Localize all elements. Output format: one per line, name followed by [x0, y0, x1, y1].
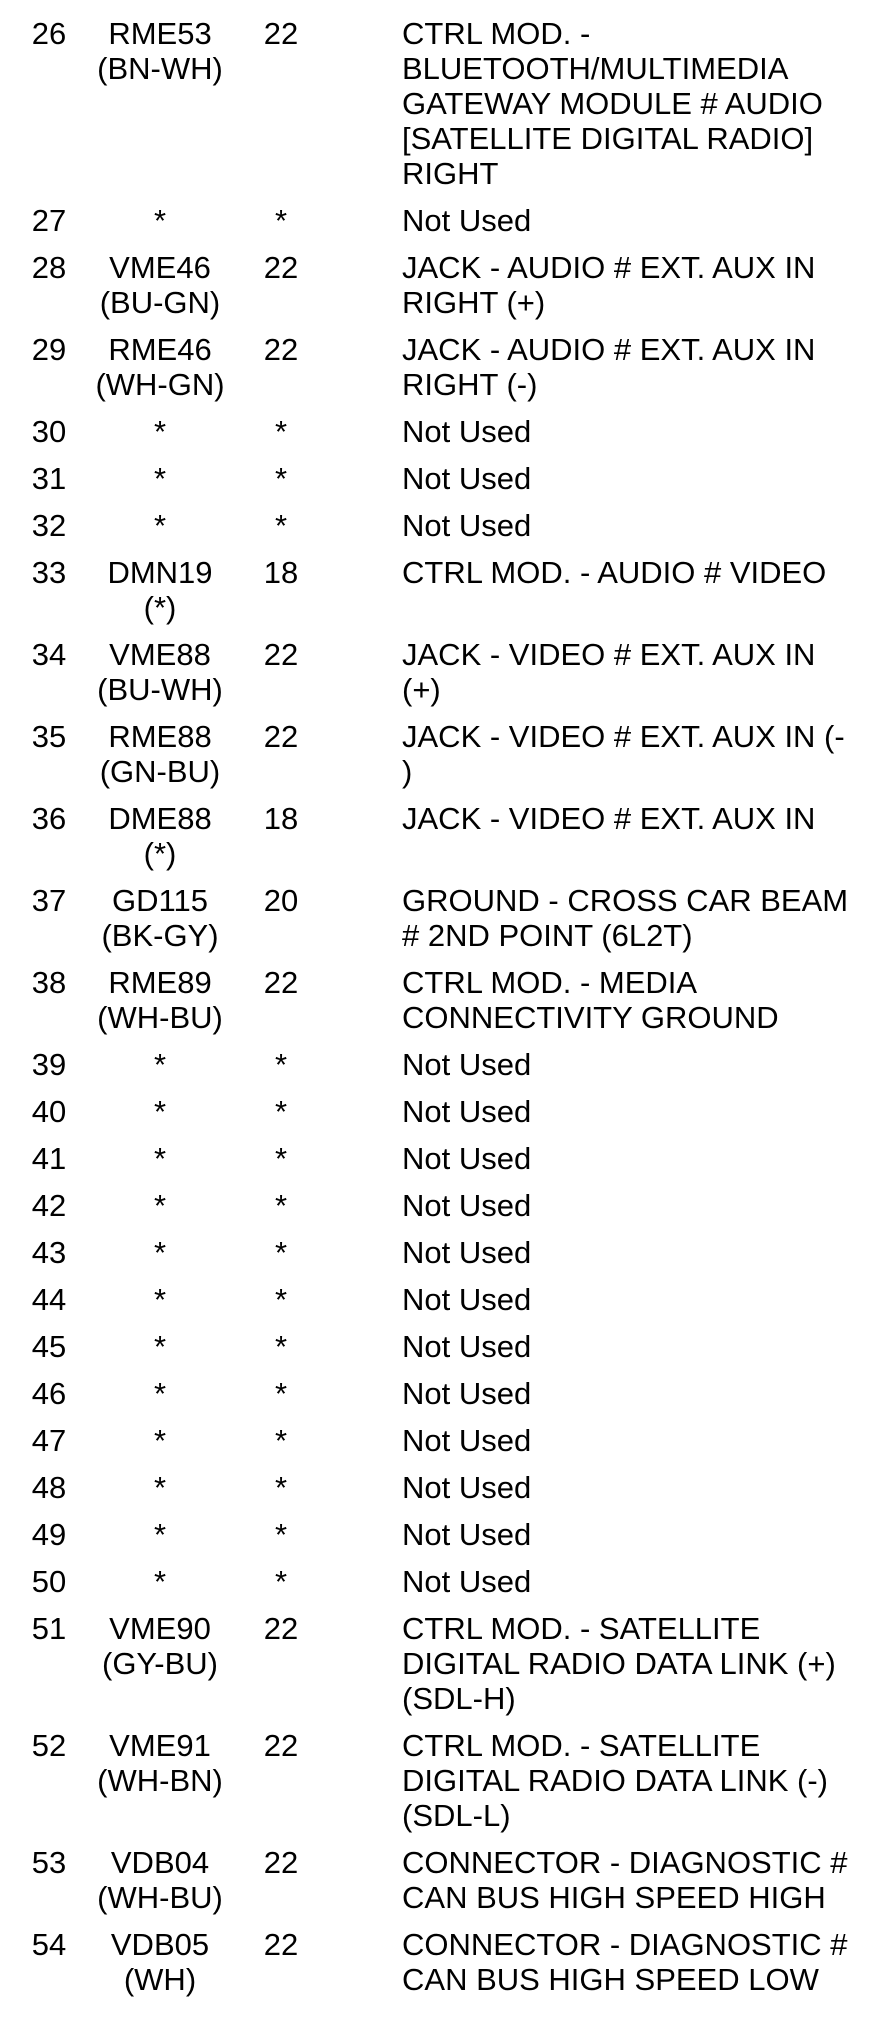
function-text-line: Not Used	[402, 1376, 532, 1411]
table-row	[0, 637, 876, 719]
circuit-cell	[74, 1094, 238, 1141]
circuit-cell	[74, 508, 238, 555]
function-text-line: BLUETOOTH/MULTIMEDIA	[402, 51, 789, 86]
pin-number-cell: 54	[31, 1927, 67, 1962]
circuit-code: *	[153, 1047, 167, 1082]
function-text-line: Not Used	[402, 461, 532, 496]
pin-number-cell: 42	[31, 1188, 67, 1223]
circuit-code: RME53	[108, 16, 212, 51]
table-row	[0, 1470, 876, 1517]
pin-number-cell: 30	[31, 414, 67, 449]
gauge-cell: 18	[263, 801, 299, 836]
circuit-cell	[74, 1845, 238, 1927]
gauge-cell: *	[274, 1235, 288, 1270]
function-text-line: Not Used	[402, 1423, 532, 1458]
function-text-line: Not Used	[402, 1047, 532, 1082]
gauge-cell: *	[274, 1564, 288, 1599]
wire-color: (BN-WH)	[97, 51, 223, 86]
table-row	[0, 1728, 876, 1845]
circuit-cell	[74, 1282, 238, 1329]
circuit-cell	[74, 1927, 238, 2009]
circuit-code: GD115	[112, 883, 208, 918]
gauge-cell: 22	[263, 1728, 299, 1763]
gauge-cell: *	[274, 1141, 288, 1176]
table-row	[0, 16, 876, 203]
function-cell	[320, 1517, 876, 1564]
function-text-line: Not Used	[402, 1329, 532, 1364]
circuit-cell	[74, 1728, 238, 1845]
table-row	[0, 250, 876, 332]
function-cell	[320, 16, 876, 203]
circuit-cell	[74, 1235, 238, 1282]
function-text-line: RIGHT	[402, 156, 499, 191]
function-text-line: Not Used	[402, 1470, 532, 1505]
gauge-cell: *	[274, 508, 288, 543]
pin-number-cell: 27	[31, 203, 67, 238]
circuit-code: VME46	[109, 250, 211, 285]
pin-number-cell: 34	[31, 637, 67, 672]
gauge-cell: *	[274, 1094, 288, 1129]
function-cell	[320, 1927, 876, 2009]
circuit-cell	[74, 965, 238, 1047]
wire-color: (WH-BN)	[97, 1763, 223, 1798]
circuit-code: DME88	[108, 801, 212, 836]
pin-number-cell: 31	[31, 461, 67, 496]
circuit-code: RME88	[108, 719, 212, 754]
function-text-line: CTRL MOD. - SATELLITE	[402, 1611, 761, 1646]
wire-color: (BU-GN)	[99, 285, 221, 320]
circuit-code: *	[153, 1470, 167, 1505]
table-row	[0, 1094, 876, 1141]
function-text-line: CONNECTOR - DIAGNOSTIC #	[402, 1845, 848, 1880]
pin-number-cell: 46	[31, 1376, 67, 1411]
circuit-cell	[74, 16, 238, 203]
function-text-line: Not Used	[402, 1141, 532, 1176]
table-row	[0, 1564, 876, 1611]
pin-number-cell: 29	[31, 332, 67, 367]
gauge-cell: *	[274, 461, 288, 496]
function-cell	[320, 1282, 876, 1329]
gauge-cell: *	[274, 1282, 288, 1317]
function-cell	[320, 1728, 876, 1845]
function-text-line: Not Used	[402, 1564, 532, 1599]
gauge-cell: 20	[263, 883, 299, 918]
circuit-code: VME88	[109, 637, 211, 672]
function-cell	[320, 555, 876, 637]
table-row	[0, 203, 876, 250]
circuit-code: *	[153, 1423, 167, 1458]
function-cell	[320, 1047, 876, 1094]
pin-number-cell: 32	[31, 508, 67, 543]
pin-number-cell: 44	[31, 1282, 67, 1317]
function-text-line: (SDL-L)	[402, 1798, 511, 1833]
circuit-cell	[74, 1564, 238, 1611]
table-row	[0, 1927, 876, 2009]
function-cell	[320, 414, 876, 461]
table-row	[0, 1423, 876, 1470]
pin-number-cell: 33	[31, 555, 67, 590]
gauge-cell: *	[274, 1329, 288, 1364]
pin-number-cell: 28	[31, 250, 67, 285]
circuit-code: *	[153, 1329, 167, 1364]
circuit-cell	[74, 203, 238, 250]
circuit-code: *	[153, 203, 167, 238]
gauge-cell: *	[274, 1376, 288, 1411]
function-text-line: CONNECTOR - DIAGNOSTIC #	[402, 1927, 848, 1962]
circuit-code: VME91	[109, 1728, 211, 1763]
circuit-code: RME46	[108, 332, 212, 367]
circuit-code: *	[153, 1235, 167, 1270]
function-text-line: CTRL MOD. -	[402, 16, 591, 51]
pin-number-cell: 40	[31, 1094, 67, 1129]
circuit-cell	[74, 637, 238, 719]
function-cell	[320, 1564, 876, 1611]
wire-color: (BK-GY)	[101, 918, 219, 953]
table-row	[0, 1517, 876, 1564]
function-cell	[320, 719, 876, 801]
table-row	[0, 1235, 876, 1282]
circuit-cell	[74, 1423, 238, 1470]
function-text-line: Not Used	[402, 203, 532, 238]
function-text-line: CAN BUS HIGH SPEED LOW	[402, 1962, 819, 1997]
wire-color: (WH-BU)	[97, 1000, 223, 1035]
gauge-cell: 22	[263, 1927, 299, 1962]
wire-color: (GY-BU)	[102, 1646, 218, 1681]
function-text-line: CTRL MOD. - SATELLITE	[402, 1728, 761, 1763]
gauge-cell: *	[274, 414, 288, 449]
pin-number-cell: 39	[31, 1047, 67, 1082]
function-text-line: CTRL MOD. - AUDIO # VIDEO	[402, 555, 827, 590]
function-text-line: JACK - AUDIO # EXT. AUX IN	[402, 250, 816, 285]
wire-color: (*)	[143, 836, 177, 871]
function-text-line: GROUND - CROSS CAR BEAM	[402, 883, 849, 918]
circuit-cell	[74, 461, 238, 508]
gauge-cell: *	[274, 1517, 288, 1552]
function-cell	[320, 1376, 876, 1423]
function-cell	[320, 1470, 876, 1517]
circuit-cell	[74, 555, 238, 637]
circuit-cell	[74, 332, 238, 414]
gauge-cell: 18	[263, 555, 299, 590]
pin-number-cell: 26	[31, 16, 67, 51]
circuit-code: *	[153, 508, 167, 543]
function-cell	[320, 508, 876, 555]
circuit-code: DMN19	[107, 555, 213, 590]
function-text-line: Not Used	[402, 1235, 532, 1270]
pin-number-cell: 47	[31, 1423, 67, 1458]
table-row	[0, 1188, 876, 1235]
function-cell	[320, 1141, 876, 1188]
pin-number-cell: 52	[31, 1728, 67, 1763]
function-text-line: DIGITAL RADIO DATA LINK (+)	[402, 1646, 836, 1681]
gauge-cell: 22	[263, 965, 299, 1000]
gauge-cell: 22	[263, 1611, 299, 1646]
function-text-line: JACK - VIDEO # EXT. AUX IN	[402, 637, 816, 672]
circuit-cell	[74, 1329, 238, 1376]
wire-color: (WH-BU)	[97, 1880, 223, 1915]
circuit-cell	[74, 1047, 238, 1094]
table-row	[0, 1329, 876, 1376]
function-text-line: CONNECTIVITY GROUND	[402, 1000, 779, 1035]
function-cell	[320, 332, 876, 414]
pin-number-cell: 43	[31, 1235, 67, 1270]
circuit-cell	[74, 1141, 238, 1188]
gauge-cell: 22	[263, 332, 299, 367]
wire-color: (WH-GN)	[95, 367, 225, 402]
function-text-line: JACK - VIDEO # EXT. AUX IN (-	[402, 719, 845, 754]
function-text-line: CAN BUS HIGH SPEED HIGH	[402, 1880, 826, 1915]
table-row	[0, 1141, 876, 1188]
circuit-code: *	[153, 1282, 167, 1317]
gauge-cell: 22	[263, 1845, 299, 1880]
function-cell	[320, 1188, 876, 1235]
gauge-cell: *	[274, 1188, 288, 1223]
circuit-cell	[74, 1376, 238, 1423]
pin-number-cell: 49	[31, 1517, 67, 1552]
circuit-cell	[74, 1611, 238, 1728]
gauge-cell: 22	[263, 637, 299, 672]
function-cell	[320, 637, 876, 719]
function-cell	[320, 1611, 876, 1728]
table-row	[0, 332, 876, 414]
function-text-line: )	[402, 754, 413, 789]
circuit-code: VDB04	[110, 1845, 210, 1880]
function-text-line: Not Used	[402, 1517, 532, 1552]
circuit-code: *	[153, 1141, 167, 1176]
gauge-cell: *	[274, 203, 288, 238]
circuit-code: *	[153, 1564, 167, 1599]
table-row	[0, 508, 876, 555]
circuit-code: *	[153, 1094, 167, 1129]
pinout-table-body	[0, 16, 876, 2009]
gauge-cell: *	[274, 1423, 288, 1458]
gauge-cell: 22	[263, 719, 299, 754]
function-text-line: CTRL MOD. - MEDIA	[402, 965, 698, 1000]
function-cell	[320, 461, 876, 508]
wire-color: (*)	[143, 590, 177, 625]
pin-number-cell: 48	[31, 1470, 67, 1505]
gauge-cell: 22	[263, 16, 299, 51]
function-text-line: JACK - AUDIO # EXT. AUX IN	[402, 332, 816, 367]
function-text-line: JACK - VIDEO # EXT. AUX IN	[402, 801, 816, 836]
table-row	[0, 1282, 876, 1329]
wire-color: (BU-WH)	[97, 672, 223, 707]
circuit-code: *	[153, 1517, 167, 1552]
table-row	[0, 1611, 876, 1728]
circuit-cell	[74, 1188, 238, 1235]
connector-pinout-table	[0, 16, 876, 2009]
circuit-cell	[74, 801, 238, 883]
circuit-cell	[74, 414, 238, 461]
function-cell	[320, 250, 876, 332]
gauge-cell: *	[274, 1047, 288, 1082]
circuit-code: VME90	[109, 1611, 211, 1646]
function-text-line: (SDL-H)	[402, 1681, 516, 1716]
function-text-line: GATEWAY MODULE # AUDIO	[402, 86, 823, 121]
circuit-code: *	[153, 414, 167, 449]
circuit-cell	[74, 883, 238, 965]
pin-number-cell: 51	[31, 1611, 67, 1646]
table-row	[0, 414, 876, 461]
table-row	[0, 965, 876, 1047]
circuit-cell	[74, 719, 238, 801]
circuit-code: VDB05	[110, 1927, 210, 1962]
gauge-cell: *	[274, 1470, 288, 1505]
wire-color: (GN-BU)	[99, 754, 221, 789]
function-text-line: RIGHT (+)	[402, 285, 546, 320]
table-row	[0, 719, 876, 801]
table-row	[0, 883, 876, 965]
function-text-line: Not Used	[402, 1282, 532, 1317]
function-text-line: Not Used	[402, 1188, 532, 1223]
pin-number-cell: 41	[31, 1141, 67, 1176]
pin-number-cell: 37	[31, 883, 67, 918]
function-cell	[320, 883, 876, 965]
pin-number-cell: 36	[31, 801, 67, 836]
function-text-line: # 2ND POINT (6L2T)	[402, 918, 693, 953]
function-text-line: RIGHT (-)	[402, 367, 538, 402]
function-cell	[320, 1235, 876, 1282]
function-text-line: Not Used	[402, 508, 532, 543]
pin-number-cell: 38	[31, 965, 67, 1000]
gauge-cell: 22	[263, 250, 299, 285]
function-cell	[320, 1094, 876, 1141]
function-cell	[320, 1329, 876, 1376]
function-cell	[320, 1845, 876, 1927]
table-row	[0, 461, 876, 508]
function-cell	[320, 1423, 876, 1470]
table-row	[0, 555, 876, 637]
table-row	[0, 801, 876, 883]
function-text-line: [SATELLITE DIGITAL RADIO]	[402, 121, 814, 156]
pin-number-cell: 45	[31, 1329, 67, 1364]
pin-number-cell: 53	[31, 1845, 67, 1880]
function-cell	[320, 203, 876, 250]
function-text-line: (+)	[402, 672, 441, 707]
table-row	[0, 1047, 876, 1094]
circuit-code: RME89	[108, 965, 212, 1000]
function-cell	[320, 801, 876, 883]
circuit-code: *	[153, 1376, 167, 1411]
function-text-line: DIGITAL RADIO DATA LINK (-)	[402, 1763, 829, 1798]
function-text-line: Not Used	[402, 1094, 532, 1129]
pin-number-cell: 35	[31, 719, 67, 754]
wire-color: (WH)	[123, 1962, 197, 1997]
function-cell	[320, 965, 876, 1047]
circuit-cell	[74, 1517, 238, 1564]
circuit-code: *	[153, 1188, 167, 1223]
circuit-cell	[74, 250, 238, 332]
pin-number-cell: 50	[31, 1564, 67, 1599]
function-text-line: Not Used	[402, 414, 532, 449]
circuit-cell	[74, 1470, 238, 1517]
table-row	[0, 1845, 876, 1927]
table-row	[0, 1376, 876, 1423]
circuit-code: *	[153, 461, 167, 496]
